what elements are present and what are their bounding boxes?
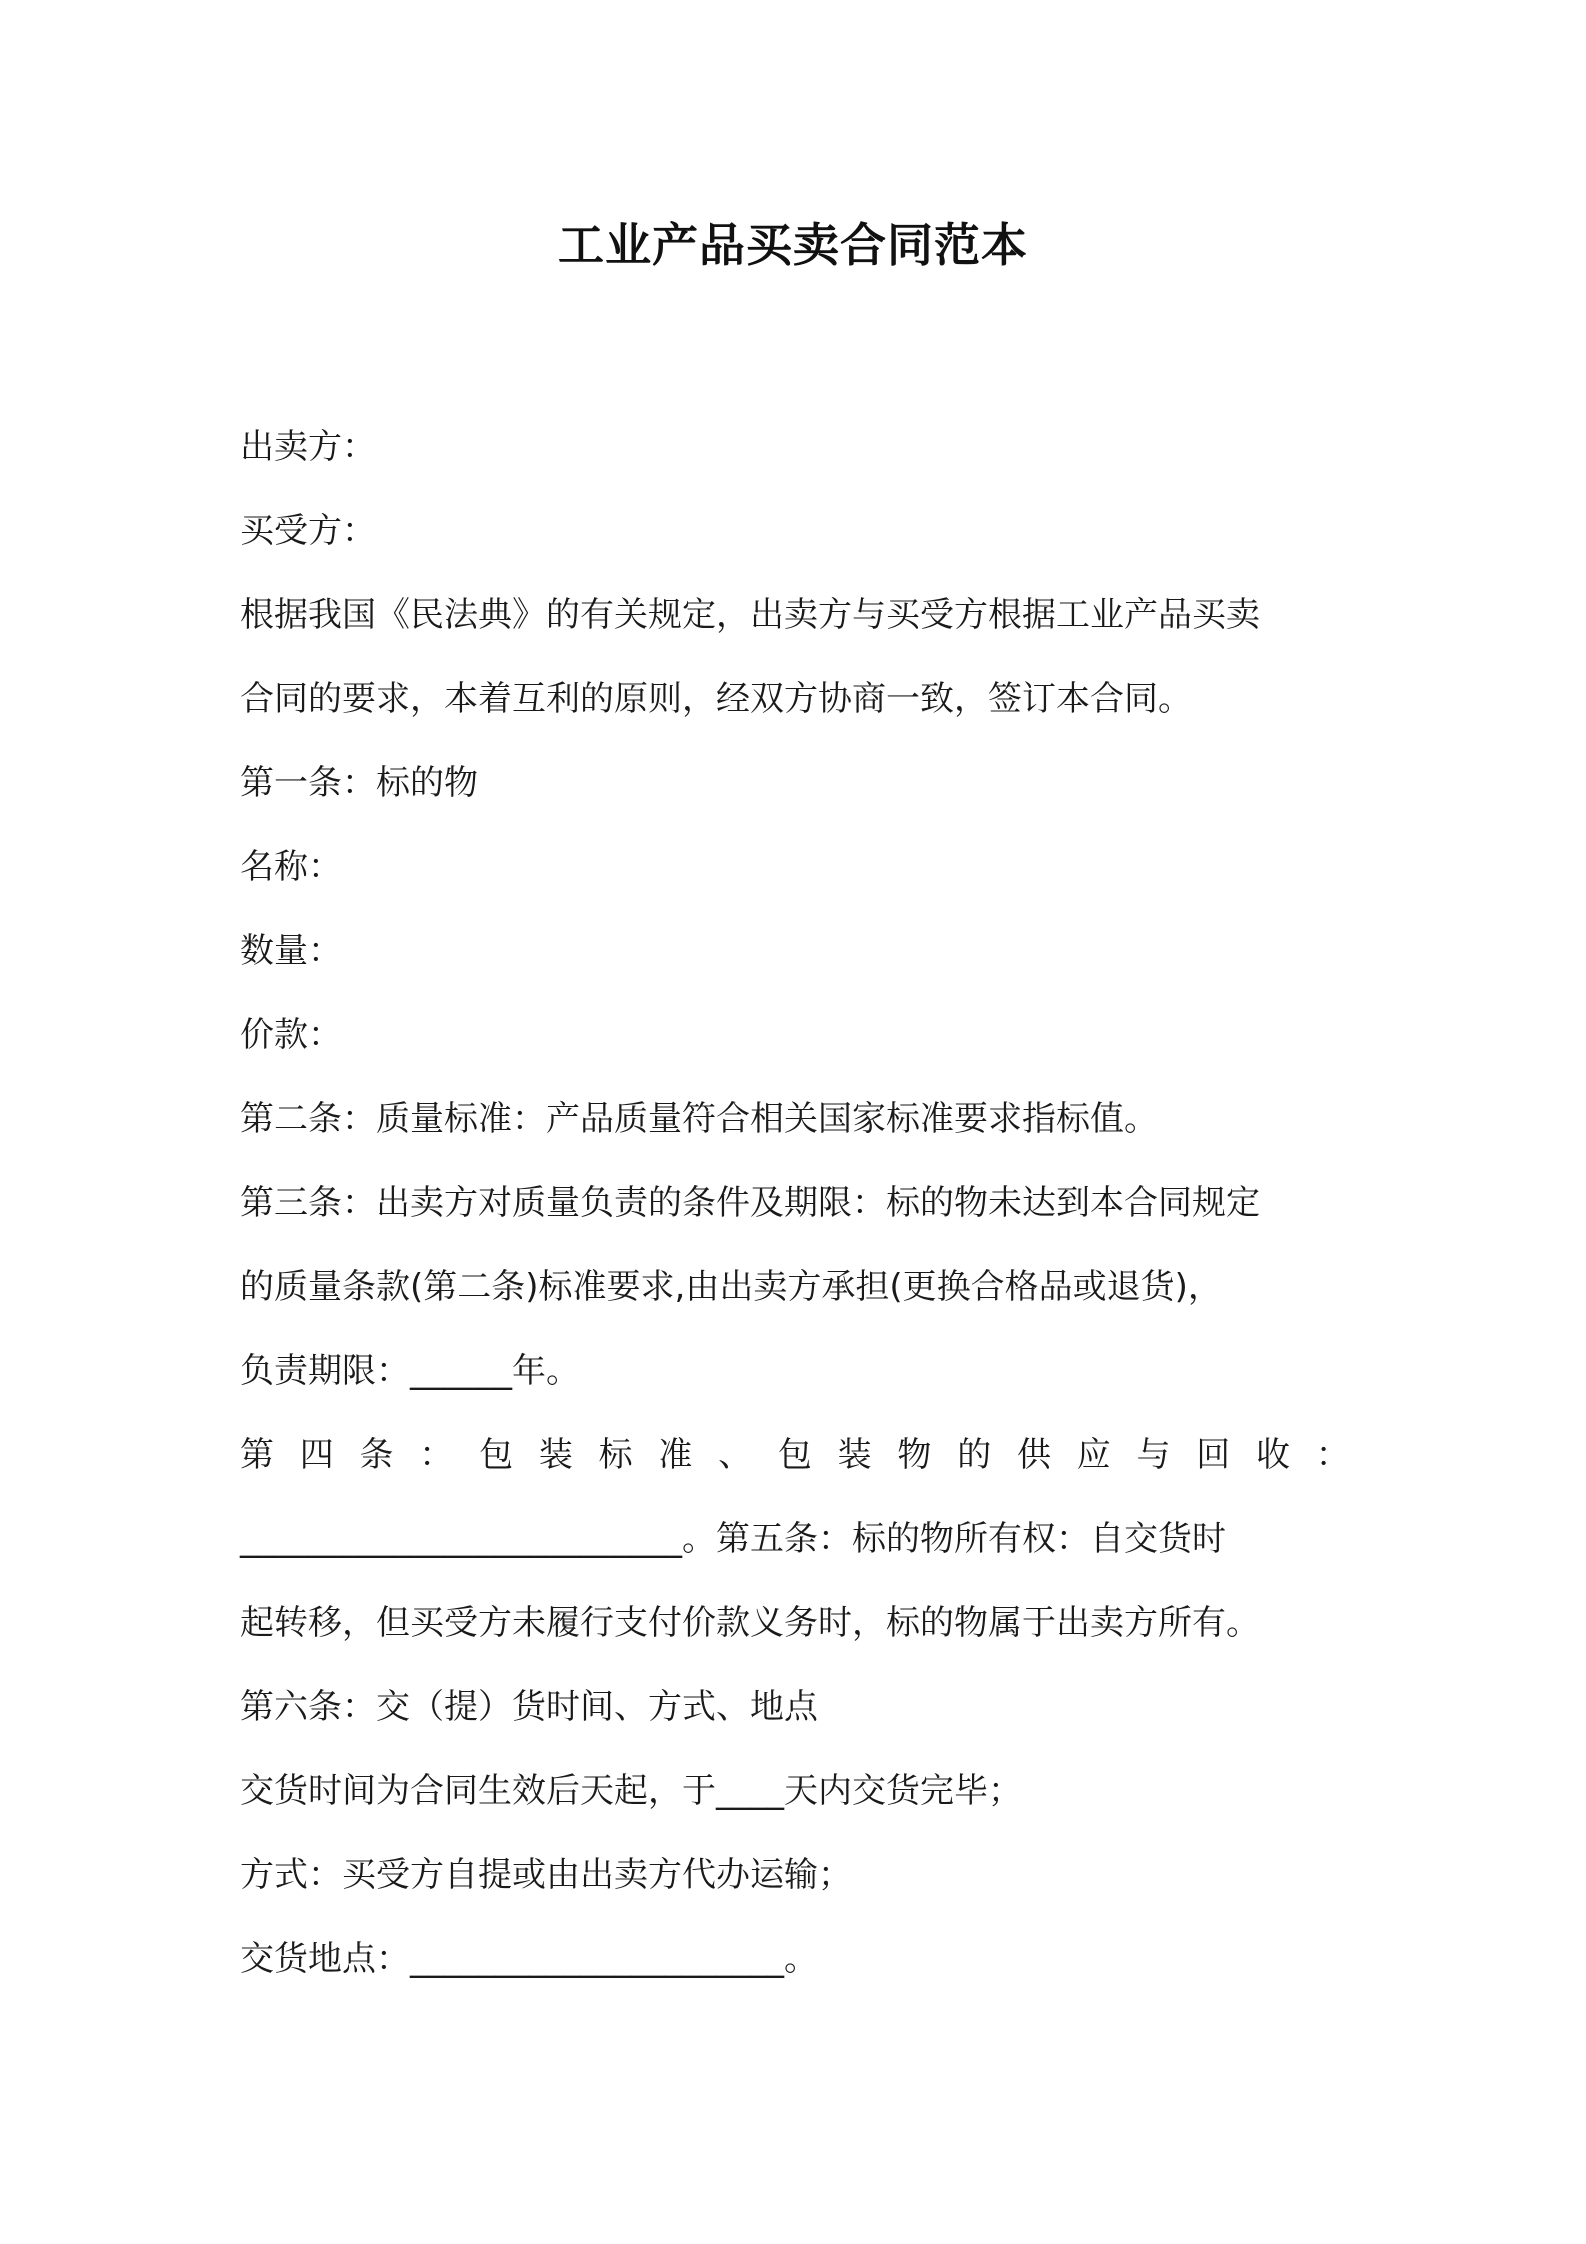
clause-4-char: 回 xyxy=(1196,1435,1231,1475)
clause-4-char: 第 xyxy=(240,1435,274,1475)
delivery-time-line xyxy=(240,1749,1350,1833)
clause-4-char: 标 xyxy=(598,1435,633,1475)
clause-3-term-line xyxy=(240,1329,1350,1413)
contract-body xyxy=(240,405,1350,2001)
clause-4-char: 供 xyxy=(1016,1435,1051,1475)
clause-4-char: 条 xyxy=(359,1435,394,1475)
clause-4-char: 、 xyxy=(718,1435,753,1475)
clause-4-char: 包 xyxy=(479,1435,514,1475)
clause-4-char: 四 xyxy=(299,1435,334,1475)
delivery-place-blank: ______________________ xyxy=(410,1939,784,1979)
term-label: 负责期限： xyxy=(240,1351,410,1391)
delivery-time-prefix: 交货时间为合同生效后天起，于 xyxy=(240,1771,716,1811)
clause-2-line: 第二条：质量标准：产品质量符合相关国家标准要求指标值。 xyxy=(240,1099,1158,1139)
clause-4-char: 包 xyxy=(777,1435,812,1475)
clause-6-heading: 第六条：交（提）货时间、方式、地点 xyxy=(240,1687,818,1727)
clause-4-char: 的 xyxy=(957,1435,992,1475)
item-quantity-line: 数量： xyxy=(240,931,342,971)
delivery-time-suffix: 天内交货完毕； xyxy=(784,1771,1022,1811)
seller-line: 出卖方： xyxy=(240,427,376,467)
clause-5-line-2: 起转移，但买受方未履行支付价款义务时，标的物属于出卖方所有。 xyxy=(240,1603,1260,1643)
page-title: 工业产品买卖合同范本 xyxy=(558,218,1028,272)
preamble-line-1: 根据我国《民法典》的有关规定，出卖方与买受方根据工业产品买卖 xyxy=(240,595,1260,635)
term-years-blank: ______ xyxy=(410,1351,512,1391)
term-suffix: 年。 xyxy=(512,1351,580,1391)
clause-4-char: 装 xyxy=(538,1435,573,1475)
delivery-days-blank: ____ xyxy=(716,1771,784,1811)
delivery-method-line: 方式：买受方自提或由出卖方代办运输； xyxy=(240,1855,852,1895)
clause-4-5-line xyxy=(240,1497,1350,1581)
clause-3-line-2: 的质量条款(第二条)标准要求,由出卖方承担(更换合格品或退货)， xyxy=(240,1267,1222,1307)
clause-4-char: ： xyxy=(419,1435,454,1475)
item-price-line: 价款： xyxy=(240,1015,342,1055)
clause-4-char: 与 xyxy=(1136,1435,1171,1475)
clause-5-start: 。第五条：标的物所有权：自交货时 xyxy=(682,1519,1226,1559)
clause-4-char: 应 xyxy=(1076,1435,1111,1475)
clause-4-char: ： xyxy=(1315,1435,1350,1475)
clause-1-heading: 第一条：标的物 xyxy=(240,763,478,803)
clause-3-line-1: 第三条：出卖方对质量负责的条件及期限：标的物未达到本合同规定 xyxy=(240,1183,1260,1223)
item-name-line: 名称： xyxy=(240,847,342,887)
buyer-line: 买受方： xyxy=(240,511,376,551)
clause-4-char: 装 xyxy=(837,1435,872,1475)
delivery-place-line xyxy=(240,1917,1350,2001)
clause-4-heading xyxy=(240,1413,1350,1497)
delivery-place-suffix: 。 xyxy=(784,1939,818,1979)
packaging-blank: __________________________ xyxy=(240,1519,682,1559)
delivery-place-prefix: 交货地点： xyxy=(240,1939,410,1979)
clause-4-char: 准 xyxy=(658,1435,693,1475)
clause-4-char: 物 xyxy=(897,1435,932,1475)
clause-4-char: 收 xyxy=(1256,1435,1291,1475)
preamble-line-2: 合同的要求，本着互利的原则，经双方协商一致，签订本合同。 xyxy=(240,679,1192,719)
